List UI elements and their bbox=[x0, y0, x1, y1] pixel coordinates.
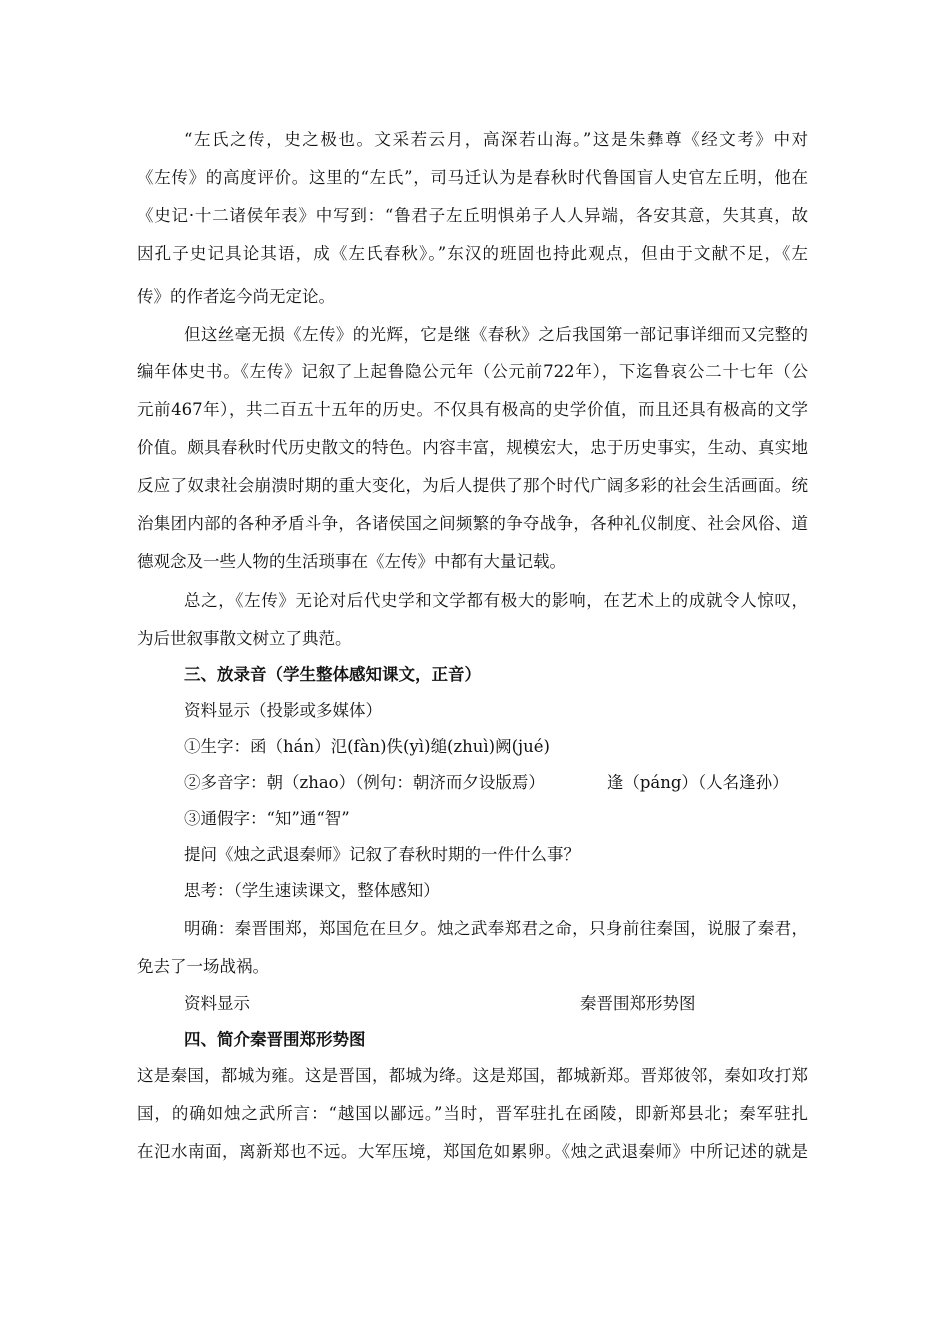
section-3-answer-line-1: 明确：秦晋围郑，郑国危在旦夕。烛之武奉郑君之命，只身前往秦国，说服了秦君， bbox=[184, 919, 808, 938]
paragraph-3-line-2: 为后世叙事散文树立了典范。 bbox=[137, 629, 352, 648]
paragraph-2-line-3: 元前467年），共二百五十五年的历史。不仅具有极高的史学价值，而且还具有极高的文学 bbox=[137, 400, 808, 419]
paragraph-1-line-3: 《史记·十二诸侯年表》中写到：“鲁君子左丘明惧弟子人人异端，各安其意，失其真，故 bbox=[137, 206, 808, 225]
section-3-item-2b: 逢（páng）（人名逢孙） bbox=[606, 773, 789, 792]
section-3-item-2a: ②多音字：朝（zhao）（例句：朝济而夕设版焉） bbox=[184, 773, 545, 792]
paragraph-1-line-4: 因孔子史记具论其语，成《左氏春秋》。”东汉的班固也持此观点，但由于文献不足，《左 bbox=[137, 244, 808, 263]
paragraph-2-line-2: 编年体史书。《左传》记叙了上起鲁隐公元年（公元前722年），下迄鲁哀公二十七年（公 bbox=[137, 362, 808, 381]
paragraph-3-line-1: 总之，《左传》无论对后代史学和文学都有极大的影响，在艺术上的成就令人惊叹， bbox=[184, 591, 808, 610]
section-3-answer-line-2: 免去了一场战祸。 bbox=[137, 957, 269, 976]
section-3-material-2: 资料显示 bbox=[184, 994, 250, 1013]
section-3-think: 思考：（学生速读课文，整体感知） bbox=[184, 881, 440, 900]
paragraph-1-line-2: 《左传》的高度评价。这里的“左氏”，司马迁认为是春秋时代鲁国盲人史官左丘明，他在 bbox=[137, 168, 808, 187]
section-4-line-1: 这是秦国，都城为雍。这是晋国，都城为绛。这是郑国，都城新郑。晋郑彼邻，秦如攻打郑 bbox=[137, 1066, 808, 1085]
paragraph-2-line-6: 治集团内部的各种矛盾斗争，各诸侯国之间频繁的争夺战争，各种礼仪制度、社会风俗、道 bbox=[137, 514, 808, 533]
paragraph-1-line-5: 传》的作者迄今尚无定论。 bbox=[137, 287, 335, 306]
section-3-material: 资料显示（投影或多媒体） bbox=[184, 701, 382, 720]
section-4-heading: 四、简介秦晋围郑形势图 bbox=[184, 1030, 366, 1049]
section-3-question: 提问《烛之武退秦师》记叙了春秋时期的一件什么事？ bbox=[184, 845, 580, 864]
paragraph-2-line-4: 价值。颇具春秋时代历史散文的特色。内容丰富，规模宏大，忠于历史事实，生动、真实地 bbox=[137, 438, 808, 457]
paragraph-2-line-5: 反应了奴隶社会崩溃时期的重大变化，为后人提供了那个时代广阔多彩的社会生活画面。统 bbox=[137, 476, 808, 495]
section-3-item-1: ①生字：函（hán）氾(fàn)佚(yì)缒(zhuì)阙(jué) bbox=[184, 737, 550, 756]
section-3-heading: 三、放录音（学生整体感知课文，正音） bbox=[184, 665, 481, 684]
section-3-item-2 bbox=[184, 771, 808, 795]
paragraph-1-line-1: “左氏之传，史之极也。文采若云月，高深若山海。”这是朱彝尊《经文考》中对 bbox=[184, 130, 808, 149]
section-4-line-3: 在氾水南面，离新郑也不远。大军压境，郑国危如累卵。《烛之武退秦师》中所记述的就是 bbox=[137, 1142, 808, 1161]
section-3-map-title: 秦晋围郑形势图 bbox=[580, 994, 696, 1013]
section-4-line-2: 国，的确如烛之武所言：“越国以鄙远。”当时，晋军驻扎在函陵，即新郑县北；秦军驻扎 bbox=[137, 1104, 808, 1123]
paragraph-2-line-7: 德观念及一些人物的生活琐事在《左传》中都有大量记载。 bbox=[137, 552, 566, 571]
section-3-material-2-row bbox=[184, 992, 808, 1016]
paragraph-2-line-1: 但这丝毫无损《左传》的光辉，它是继《春秋》之后我国第一部记事详细而又完整的 bbox=[184, 325, 808, 344]
section-3-item-3: ③通假字：“知”通“智” bbox=[184, 809, 350, 828]
